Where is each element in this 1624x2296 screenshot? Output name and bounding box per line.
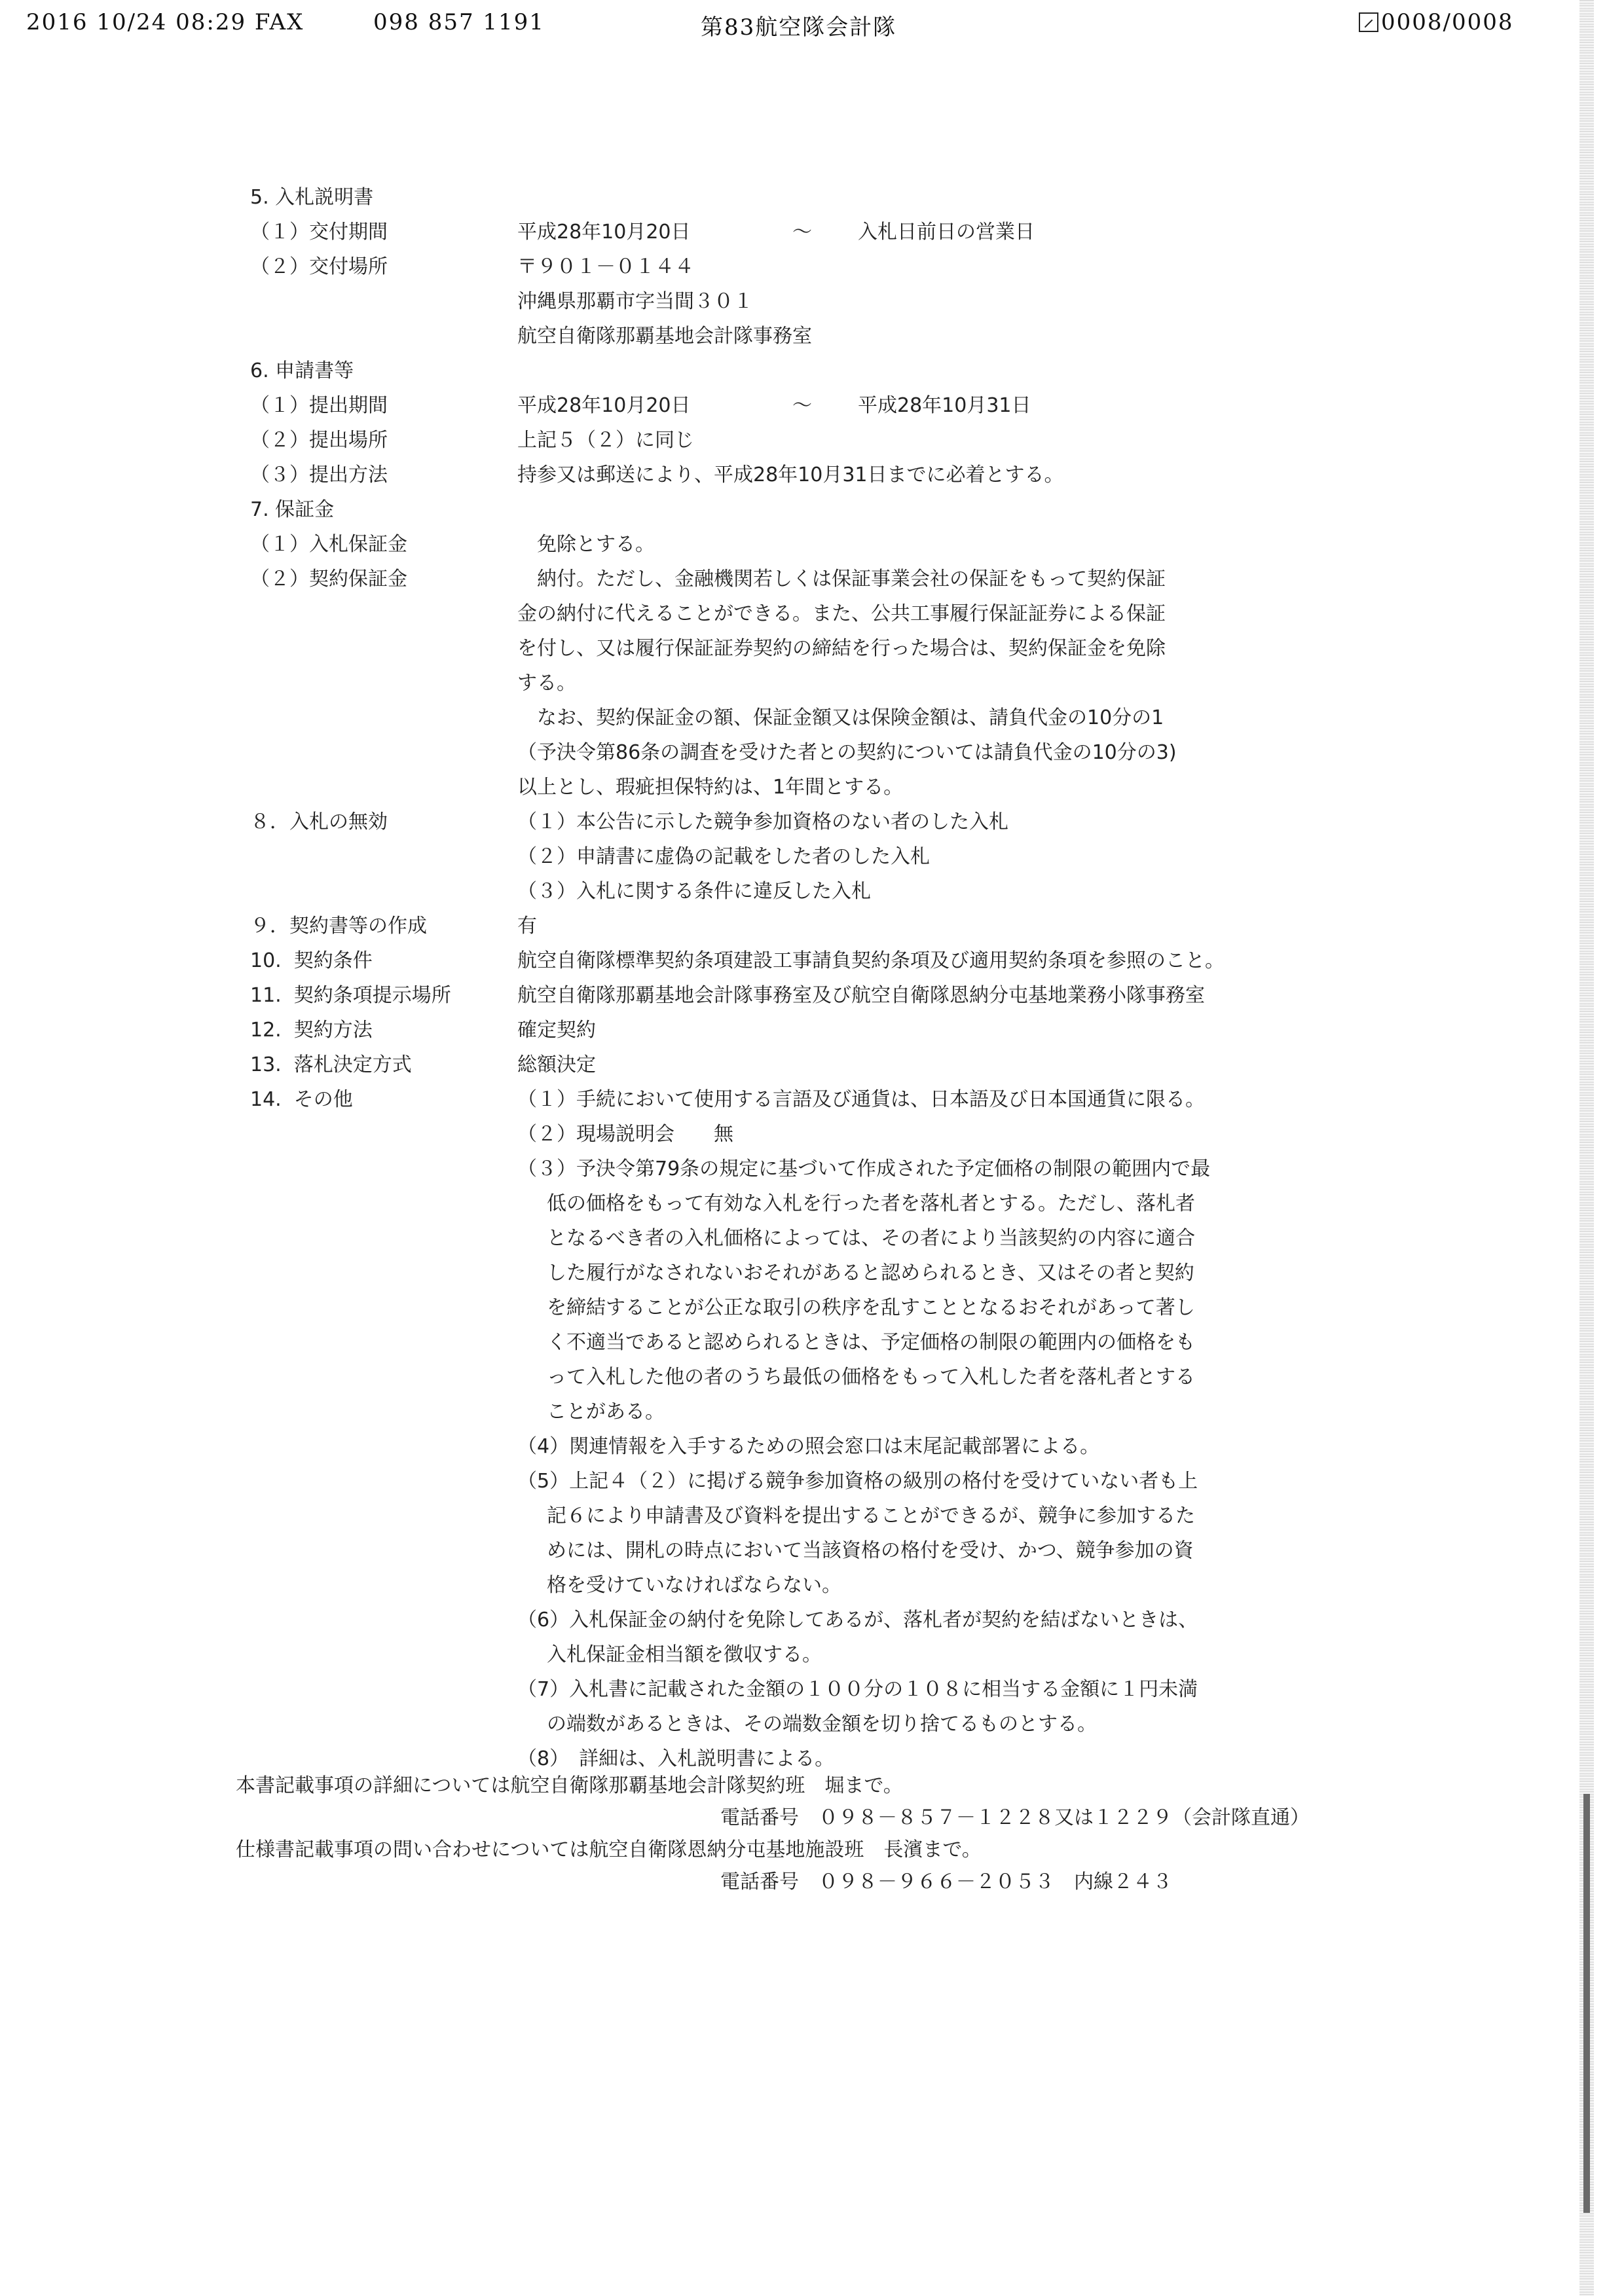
s7-r2-line: を付し、又は履行保証証券契約の締結を行った場合は、契約保証金を免除 xyxy=(517,637,1166,660)
s7-r2-line: 以上とし、瑕疵担保特約は、1年間とする。 xyxy=(517,776,904,799)
s8-item: （２）申請書に虚偽の記載をした者のした入札 xyxy=(517,845,930,868)
s8-item: （１）本公告に示した競争参加資格のない者のした入札 xyxy=(517,811,1008,833)
section-title: 申請書等 xyxy=(275,359,354,382)
s14-item1: （１）手続において使用する言語及び通貨は、日本語及び日本国通貨に限る。 xyxy=(517,1088,1205,1111)
scan-edge-dark xyxy=(1583,1794,1590,2213)
fax-sender: 第83航空隊会計隊 xyxy=(701,14,897,41)
s7-r2-label: （２）契約保証金 xyxy=(250,568,407,591)
section-number: 7. xyxy=(250,498,269,521)
s14-item2-value: 無 xyxy=(714,1123,733,1146)
s5-r2-label: （２）交付場所 xyxy=(250,255,388,278)
misc-value: 航空自衛隊那覇基地会計隊事務室及び航空自衛隊恩納分屯基地業務小隊事務室 xyxy=(517,984,1205,1007)
s5-r2-line3: 航空自衛隊那覇基地会計隊事務室 xyxy=(517,325,812,348)
misc-label: 12. 契約方法 xyxy=(250,1019,373,1042)
s6-r1-to: 平成28年10月31日 xyxy=(858,394,1031,417)
s14-item3-line: （３）予決令第79条の規定に基づいて作成された予定価格の制限の範囲内で最 xyxy=(517,1157,1211,1180)
section-number: 5. xyxy=(250,186,269,209)
s6-r1-tilde: ～ xyxy=(792,394,812,417)
misc-label: 10. 契約条件 xyxy=(250,949,373,972)
footer-line2: 電話番号 ０９８－８５７－１２２８又は１２２９（会計隊直通） xyxy=(720,1806,1310,1829)
section-title: 保証金 xyxy=(275,498,335,521)
s6-r2-value: 上記５（２）に同じ xyxy=(517,429,694,452)
s14-item5-line: めには、開札の時点において当該資格の格付を受け、かつ、競争参加の資 xyxy=(547,1539,1194,1562)
s6-r1-label: （１）提出期間 xyxy=(250,394,388,417)
s8-label: ８．入札の無効 xyxy=(250,811,388,833)
misc-value: 総額決定 xyxy=(517,1053,596,1076)
section-5-heading xyxy=(250,188,373,208)
fax-number: 098 857 1191 xyxy=(373,9,545,35)
s7-r2-line: なお、契約保証金の額、保証金額又は保険金額は、請負代金の10分の1 xyxy=(537,706,1164,729)
fax-datetime: 2016 10/24 08:29 FAX xyxy=(26,9,304,35)
misc-value: 航空自衛隊標準契約条項建設工事請負契約条項及び適用契約条項を参照のこと。 xyxy=(517,949,1225,972)
s7-r1-label: （１）入札保証金 xyxy=(250,533,407,556)
s14-item5-line: 記６により申請書及び資料を提出することができるが、競争に参加するた xyxy=(547,1504,1195,1527)
s6-r1-from: 平成28年10月20日 xyxy=(517,394,691,417)
checkbox-icon xyxy=(1359,12,1378,32)
s7-r2-line: （予決令第86条の調査を受けた者との契約については請負代金の10分の3) xyxy=(517,741,1177,764)
fax-page-number: 0008/0008 xyxy=(1381,9,1514,35)
s14-item4: （4）関連情報を入手するための照会窓口は末尾記載部署による。 xyxy=(517,1435,1100,1458)
misc-label: 13. 落札決定方式 xyxy=(250,1053,412,1076)
footer-line1: 本書記載事項の詳細については航空自衛隊那覇基地会計隊契約班 堀まで。 xyxy=(236,1774,903,1797)
s14-item6-line: 入札保証金相当額を徴収する。 xyxy=(547,1643,822,1666)
s7-r1-value: 免除とする。 xyxy=(537,533,655,556)
s5-r2-line1: 〒９０１－０１４４ xyxy=(517,255,694,278)
s7-r2-line: する。 xyxy=(517,672,576,695)
s14-item3-line: 低の価格をもって有効な入札を行った者を落札者とする。ただし、落札者 xyxy=(547,1192,1195,1215)
s6-r3-label: （３）提出方法 xyxy=(250,464,388,486)
footer-line3: 仕様書記載事項の問い合わせについては航空自衛隊恩納分屯基地施設班 長濱まで。 xyxy=(236,1838,982,1861)
s14-item3-line: って入札した他の者のうち最低の価格をもって入札した者を落札者とする xyxy=(547,1366,1195,1389)
s14-item5-line: （5）上記４（２）に掲げる競争参加資格の級別の格付を受けていない者も上 xyxy=(517,1470,1198,1493)
s14-label: 14. その他 xyxy=(250,1088,353,1111)
misc-label: ９．契約書等の作成 xyxy=(250,915,427,938)
s14-item8: （8） 詳細は、入札説明書による。 xyxy=(517,1747,835,1770)
footer-line4: 電話番号 ０９８－９６６－２０５３ 内線２４３ xyxy=(720,1870,1172,1893)
s5-r1-from: 平成28年10月20日 xyxy=(517,221,691,244)
s5-r2-line2: 沖縄県那覇市字当間３０１ xyxy=(517,290,753,313)
s8-item: （３）入札に関する条件に違反した入札 xyxy=(517,880,871,903)
s14-item3-line: した履行がなされないおそれがあると認められるとき、又はその者と契約 xyxy=(547,1262,1194,1285)
section-title: 入札説明書 xyxy=(275,186,374,209)
s14-item3-line: く不適当であると認められるときは、予定価格の制限の範囲内の価格をも xyxy=(547,1331,1195,1354)
section-7-heading xyxy=(250,500,334,520)
s14-item6-line: （6）入札保証金の納付を免除してあるが、落札者が契約を結ばないときは、 xyxy=(517,1609,1198,1631)
misc-label: 11. 契約条項提示場所 xyxy=(250,984,451,1007)
s14-item3-line: を締結することが公正な取引の秩序を乱すこととなるおそれがあって著し xyxy=(547,1296,1195,1319)
s14-item3-line: ことがある。 xyxy=(547,1400,665,1423)
s14-item7-line: の端数があるときは、その端数金額を切り捨てるものとする。 xyxy=(547,1713,1097,1736)
s7-r2-line: 金の納付に代えることができる。また、公共工事履行保証証券による保証 xyxy=(517,602,1166,625)
s7-r2-line: 納付。ただし、金融機関若しくは保証事業会社の保証をもって契約保証 xyxy=(537,568,1166,591)
s5-r1-to: 入札日前日の営業日 xyxy=(858,221,1035,244)
section-6-heading xyxy=(250,361,354,381)
misc-value: 有 xyxy=(517,915,537,938)
s5-r1-label: （１）交付期間 xyxy=(250,221,388,244)
misc-value: 確定契約 xyxy=(517,1019,596,1042)
fax-page xyxy=(1359,9,1514,35)
s14-item7-line: （7）入札書に記載された金額の１００分の１０８に相当する金額に１円未満 xyxy=(517,1678,1198,1701)
s14-item3-line: となるべき者の入札価格によっては、その者により当該契約の内容に適合 xyxy=(547,1227,1195,1250)
s14-item5-line: 格を受けていなければならない。 xyxy=(547,1574,841,1597)
s6-r3-value: 持参又は郵送により、平成28年10月31日までに必着とする。 xyxy=(517,464,1064,486)
s5-r1-tilde: ～ xyxy=(792,221,812,244)
s6-r2-label: （２）提出場所 xyxy=(250,429,388,452)
s14-item2-label: （２）現場説明会 xyxy=(517,1123,674,1146)
section-number: 6. xyxy=(250,359,269,382)
